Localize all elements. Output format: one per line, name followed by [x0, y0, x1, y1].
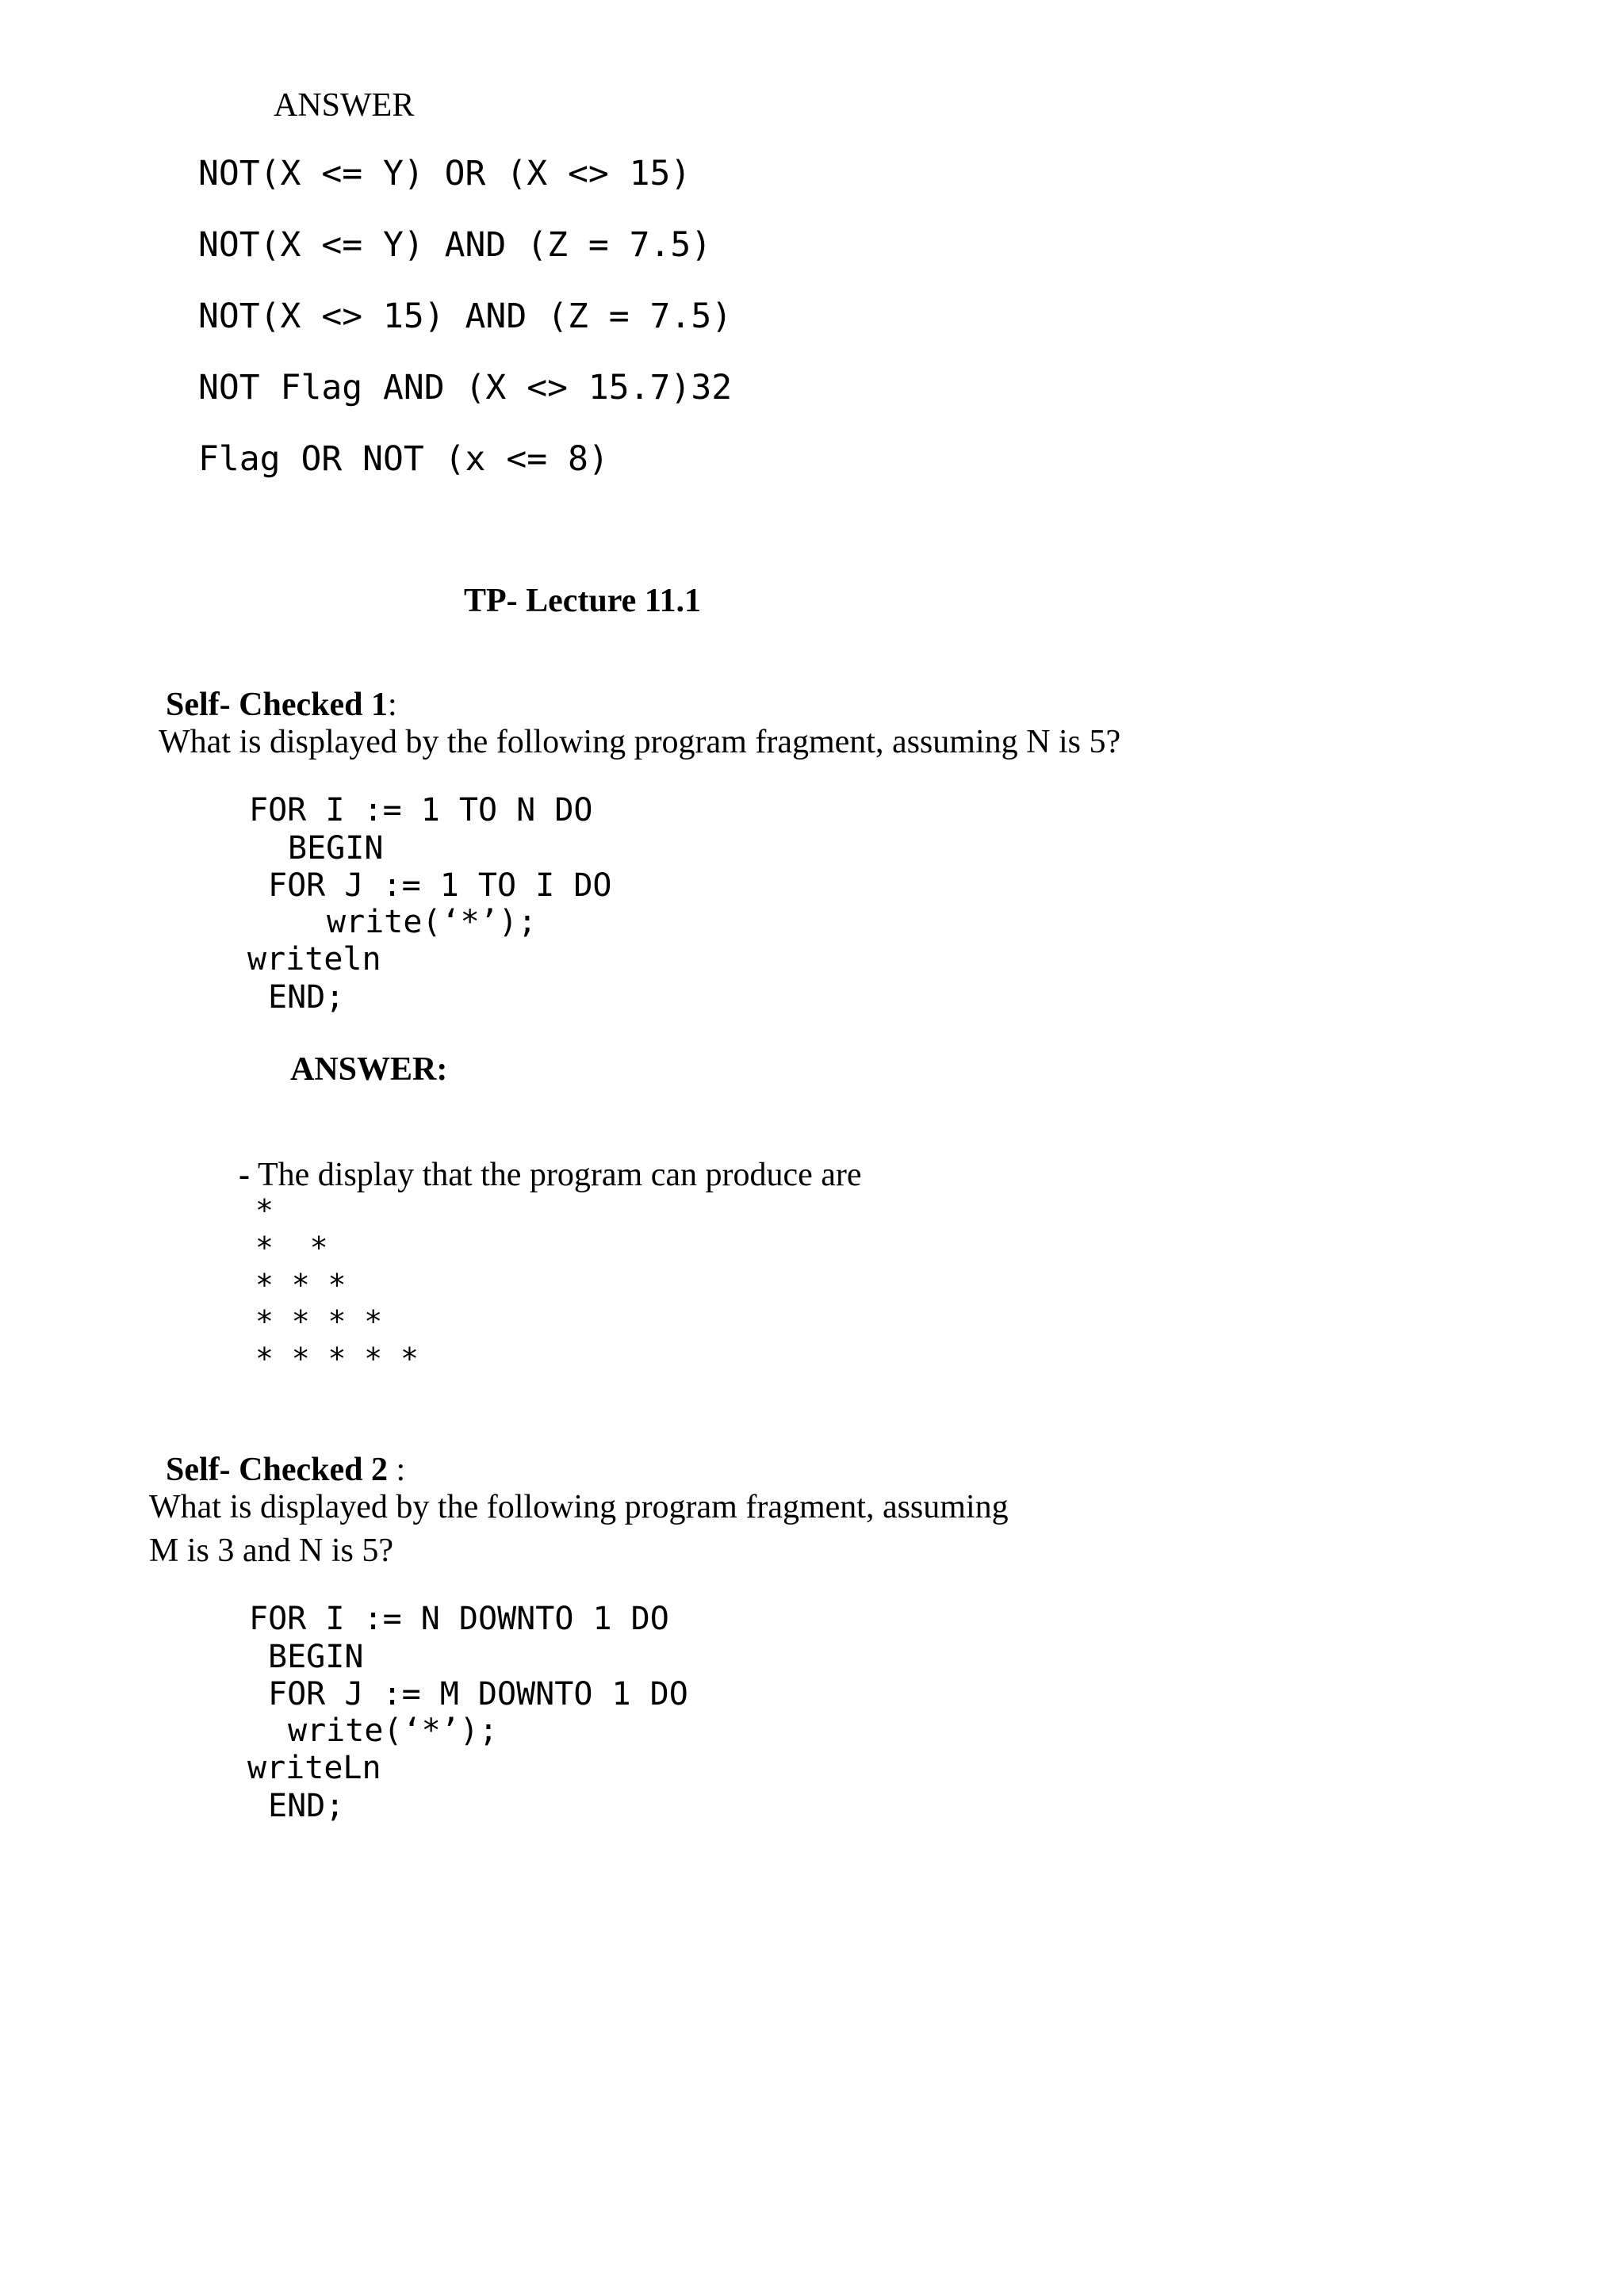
code-line: FOR I := N DOWNTO 1 DO — [249, 1601, 669, 1637]
boolean-expression-3: NOT(X <> 15) AND (Z = 7.5) — [198, 297, 733, 336]
self-checked-1-question: What is displayed by the following program fragment, assuming N is 5? — [159, 724, 1121, 760]
output-line: * — [255, 1193, 274, 1228]
boolean-expression-1: NOT(X <= Y) OR (X <> 15) — [198, 154, 691, 193]
code-line: FOR J := 1 TO I DO — [268, 867, 612, 904]
self-checked-1-title: Self- Checked 1 — [166, 687, 388, 723]
answer-text — [222, 1125, 862, 1192]
code-line: write(‘*’); — [288, 1712, 498, 1749]
output-line: * * * * — [255, 1304, 383, 1339]
answer-label: ANSWER: — [290, 1051, 448, 1088]
answer-text-body: The display that the program can produce are — [258, 1157, 862, 1193]
boolean-expression-2: NOT(X <= Y) AND (Z = 7.5) — [198, 225, 712, 265]
self-checked-1-colon: : — [387, 687, 397, 723]
output-line: * * * — [255, 1268, 347, 1303]
code-line: BEGIN — [268, 1639, 364, 1675]
code-line: writeLn — [247, 1750, 381, 1786]
output-line: * * * * * — [255, 1341, 419, 1376]
code-line: BEGIN — [288, 830, 384, 867]
boolean-expression-4: NOT Flag AND (X <> 15.7)32 — [198, 368, 733, 408]
self-checked-2-title: Self- Checked 2 — [166, 1452, 388, 1488]
code-line: END; — [268, 1788, 345, 1824]
code-line: write(‘*’); — [327, 904, 537, 940]
self-checked-2-colon: : — [387, 1452, 406, 1488]
answer-heading: ANSWER — [274, 87, 415, 124]
self-checked-2-heading — [149, 1420, 405, 1487]
code-line: FOR J := M DOWNTO 1 DO — [268, 1676, 688, 1712]
self-checked-1-heading — [149, 655, 397, 721]
answer-dash: - — [239, 1157, 250, 1193]
code-line: END; — [268, 979, 345, 1016]
code-line: FOR I := 1 TO N DO — [249, 792, 593, 828]
self-checked-2-question-line-1: What is displayed by the following program fragment, assuming — [149, 1489, 1009, 1525]
output-line: * * — [255, 1230, 328, 1265]
code-line: writeln — [247, 941, 381, 978]
boolean-expression-5: Flag OR NOT (x <= 8) — [198, 439, 609, 479]
lecture-title: TP- Lecture 11.1 — [464, 583, 702, 619]
self-checked-2-question-line-2: M is 3 and N is 5? — [149, 1533, 393, 1569]
